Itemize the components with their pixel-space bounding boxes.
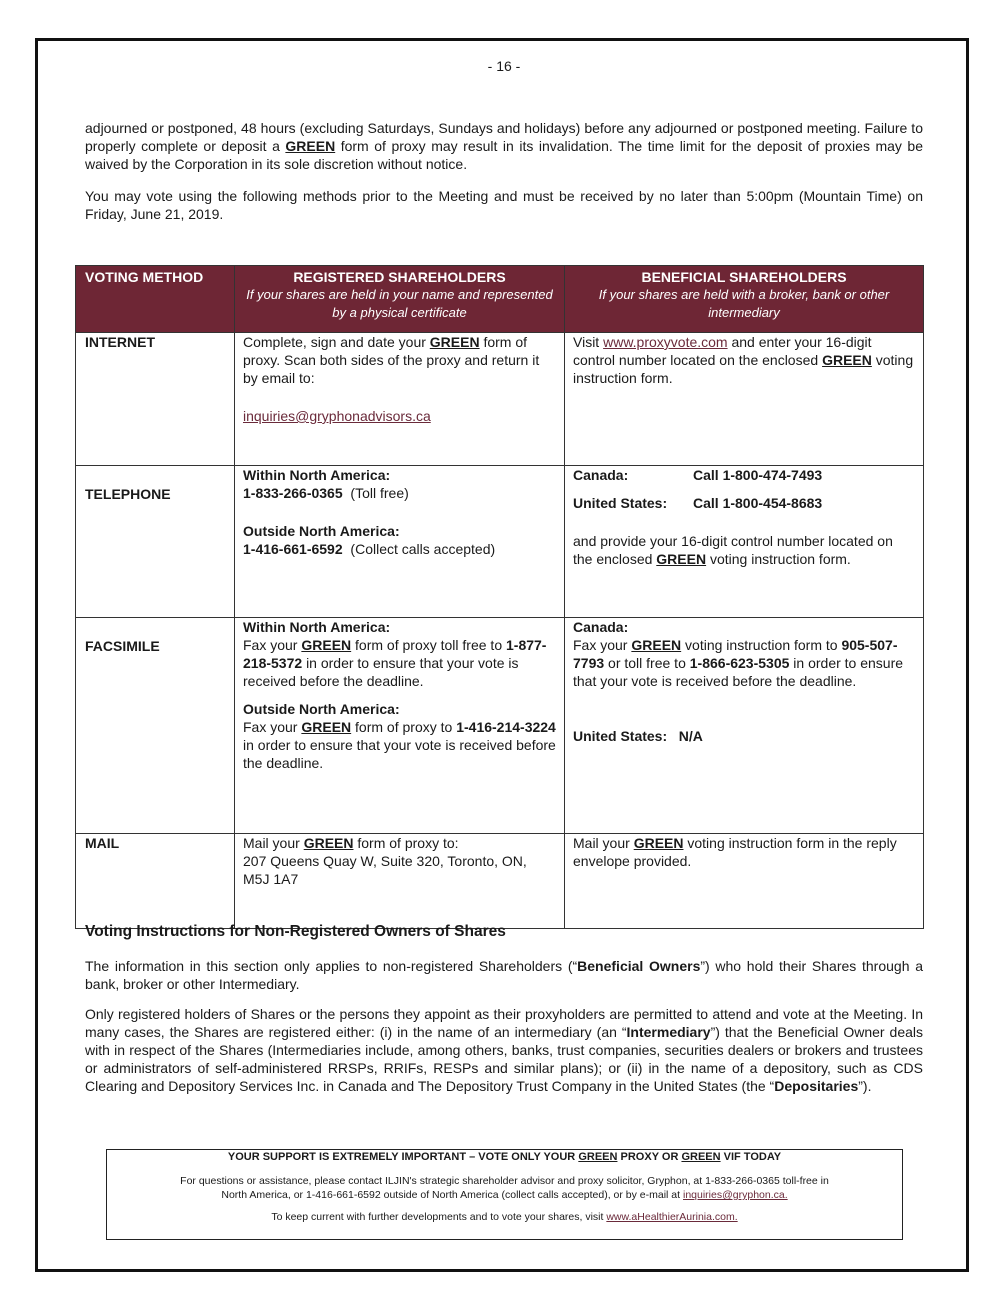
green-emphasis: GREEN — [633, 835, 684, 851]
text: voting instruction form. — [709, 551, 851, 567]
footer-website-link[interactable]: www.aHealthierAurinia.com. — [606, 1211, 738, 1223]
proxyvote-link[interactable]: www.proxyvote.com — [603, 334, 728, 350]
outside-na-label: Outside North America: — [243, 523, 400, 539]
within-na-label: Within North America: — [243, 619, 391, 635]
spacer — [573, 512, 915, 532]
method-telephone: TELEPHONE — [76, 466, 235, 618]
spacer — [107, 1202, 902, 1210]
canada-call-row — [573, 466, 915, 484]
bold-term: Intermediary — [626, 1024, 711, 1040]
green-emphasis: GREEN — [429, 334, 480, 350]
green-emphasis: GREEN — [578, 1151, 618, 1163]
footer-contact-line-2 — [107, 1188, 902, 1202]
mail-beneficial-cell — [565, 834, 924, 929]
method-facsimile: FACSIMILE — [76, 618, 235, 834]
green-emphasis: GREEN — [681, 1151, 721, 1163]
phone-number: 1-416-661-6592 — [243, 541, 343, 557]
header-beneficial — [565, 266, 924, 333]
header-registered-subtitle: If your shares are held in your name and represented by a physical certificate — [246, 287, 553, 320]
telephone-registered-cell — [235, 466, 565, 618]
fax-number: 1-416-214-3224 — [456, 719, 556, 735]
intro-text-end: form of proxy may result in its invalidation. The time limit for the deposit of proxies may be waived by the Corporation in its sole discretion without notice. — [85, 138, 924, 172]
spacer — [107, 1164, 902, 1174]
outside-na-label: Outside North America: — [243, 701, 400, 717]
text: and enter your 16-digit control number located on the enclosed — [573, 334, 872, 368]
internet-registered-cell — [235, 333, 565, 466]
telephone-beneficial-cell — [565, 466, 924, 618]
fax-number: 1-866-623-5305 — [689, 655, 790, 671]
table-row-facsimile — [76, 618, 924, 834]
footer-email-link[interactable]: inquiries@gryphon.ca. — [683, 1189, 788, 1201]
within-na-label: Within North America: — [243, 467, 391, 483]
footer-website-line — [107, 1210, 902, 1224]
fax-number: 1-877-218-5372 — [243, 637, 547, 671]
green-emphasis: GREEN — [631, 637, 682, 653]
text: voting instruction form. — [573, 352, 914, 386]
bold-term: Depositaries — [774, 1078, 859, 1094]
canada-label: Canada: — [573, 467, 629, 483]
phone-note: (Collect calls accepted) — [350, 541, 496, 557]
text: in order to ensure that your vote is received before the deadline. — [243, 737, 556, 771]
text: in order to ensure that your vote is received before the deadline. — [573, 655, 904, 689]
outside-na-phone — [243, 540, 556, 558]
text: ”) that the Beneficial Owner deals with in respect of the Shares (Intermediaries include, among others, banks, trust companies, securities dealers or brokers and trustees or administrators of self-administered RRSPs, RRIFs, RESPs and similar plans); or (ii) in the name of a depository, such as CDS Clearing and Depository Services Inc. in Canada and The Depository Trust Company in the United States (the “ — [85, 1024, 923, 1094]
footer-contact-line-1: For questions or assistance, please contact ILJIN's strategic shareholder advisor and proxy solicitor, Gryphon, at 1-833-266-0365 toll-free in — [180, 1175, 829, 1187]
header-registered — [235, 266, 565, 333]
text: Mail your — [573, 835, 630, 851]
canada-label: Canada: — [573, 619, 629, 635]
intro-text: adjourned or postponed, 48 hours (excluding Saturdays, Sundays and holidays) before any adjourned or postponed meeting. Failure to properly complete or deposit a — [85, 120, 923, 154]
green-emphasis: GREEN — [301, 719, 352, 735]
green-emphasis: GREEN — [301, 637, 352, 653]
text: and provide your 16-digit control number located on the enclosed — [573, 533, 893, 567]
spacer — [243, 387, 556, 407]
facsimile-beneficial-cell — [565, 618, 924, 834]
header-beneficial-subtitle: If your shares are held with a broker, bank or other intermediary — [598, 287, 890, 320]
table-row-internet — [76, 333, 924, 466]
text: North America, or 1-416-661-6592 outside of North America (collect calls accepted), or by e-mail at — [221, 1189, 681, 1201]
green-emphasis: GREEN — [303, 835, 354, 851]
text: form of proxy to: — [357, 835, 459, 851]
method-mail: MAIL — [76, 834, 235, 929]
section-paragraph-1 — [85, 957, 923, 993]
intro-paragraph-1 — [85, 119, 923, 173]
text: Fax your — [243, 637, 298, 653]
voting-methods-table — [75, 265, 924, 929]
page-number: - 16 - — [487, 58, 521, 74]
spacer — [243, 690, 556, 700]
table-row-telephone — [76, 466, 924, 618]
email-link[interactable]: inquiries@gryphonadvisors.ca — [243, 408, 431, 424]
text: form of proxy to — [355, 719, 453, 735]
intro-paragraph-2: You may vote using the following methods prior to the Meeting and must be received by no later than 5:00pm (Mountain Time) on Friday, June 21, 2019. — [85, 188, 923, 222]
text: form of proxy. Scan both sides of the proxy and return it by email to: — [243, 334, 540, 386]
text: ”) who hold their Shares through a bank, broker or other Intermediary. — [85, 958, 923, 992]
text: ”). — [858, 1078, 872, 1094]
text: form of proxy toll free to — [355, 637, 503, 653]
mail-registered-text — [243, 834, 556, 852]
canada-phone: Call 1-800-474-7493 — [693, 467, 823, 483]
footer-notice-box — [106, 1149, 903, 1240]
internet-beneficial-cell — [565, 333, 924, 466]
text: Complete, sign and date your — [243, 334, 426, 350]
bold-term: Beneficial Owners — [577, 958, 701, 974]
us-call-row — [573, 494, 915, 512]
text: or toll free to — [608, 655, 686, 671]
header-voting-method: VOTING METHOD — [76, 266, 235, 333]
phone-note: (Toll free) — [350, 485, 409, 501]
telephone-beneficial-note — [573, 532, 915, 568]
green-emphasis: GREEN — [822, 352, 872, 368]
table-header-row — [76, 266, 924, 333]
spacer — [573, 690, 915, 727]
table-row-mail — [76, 834, 924, 929]
mail-address: 207 Queens Quay W, Suite 320, Toronto, ON, M5J 1A7 — [243, 853, 527, 887]
us-fax-row — [573, 727, 915, 745]
us-value: N/A — [678, 728, 703, 744]
header-registered-title: REGISTERED SHAREHOLDERS — [293, 269, 506, 285]
text: VIF TODAY — [723, 1151, 782, 1163]
text: in order to ensure that your vote is received before the deadline. — [243, 655, 519, 689]
text: Only registered holders of Shares or the persons they appoint as their proxyholders are permitted to attend and vote at the Meeting. In many cases, the Shares are registered either: (i) in the name of an intermediary (an “ — [85, 1006, 923, 1040]
fax-number: 905-507-7793 — [573, 637, 898, 671]
green-emphasis: GREEN — [656, 551, 707, 567]
text: Mail your — [243, 835, 300, 851]
section-paragraph-2 — [85, 1005, 923, 1095]
green-emphasis: GREEN — [285, 138, 336, 154]
phone-number: 1-833-266-0365 — [243, 485, 343, 501]
method-internet: INTERNET — [76, 333, 235, 466]
header-beneficial-title: BENEFICIAL SHAREHOLDERS — [641, 269, 847, 285]
text: voting instruction form to — [685, 637, 838, 653]
text: YOUR SUPPORT IS EXTREMELY IMPORTANT – VOTE ONLY YOUR — [227, 1151, 576, 1163]
text: voting instruction form in the reply envelope provided. — [573, 835, 897, 869]
text: The information in this section only applies to non-registered Shareholders (“ — [85, 958, 578, 974]
footer-headline — [107, 1150, 902, 1164]
within-na-phone — [243, 484, 556, 502]
within-na-fax-text — [243, 636, 556, 690]
us-phone: Call 1-800-454-8683 — [693, 495, 823, 511]
spacer — [573, 484, 915, 494]
facsimile-registered-cell — [235, 618, 565, 834]
text: Fax your — [243, 719, 298, 735]
mail-registered-cell — [235, 834, 565, 929]
us-label: United States: — [573, 495, 668, 511]
text: Fax your — [573, 637, 628, 653]
text: Visit — [573, 334, 600, 350]
spacer — [243, 502, 556, 522]
internet-registered-text — [243, 333, 556, 387]
canada-fax-text — [573, 636, 915, 690]
us-label: United States: — [573, 728, 668, 744]
outside-na-fax-text — [243, 718, 556, 772]
section-heading: Voting Instructions for Non-Registered Owners of Shares — [85, 923, 506, 940]
text: To keep current with further developments and to vote your shares, visit — [271, 1211, 604, 1223]
text: PROXY OR — [620, 1151, 679, 1163]
